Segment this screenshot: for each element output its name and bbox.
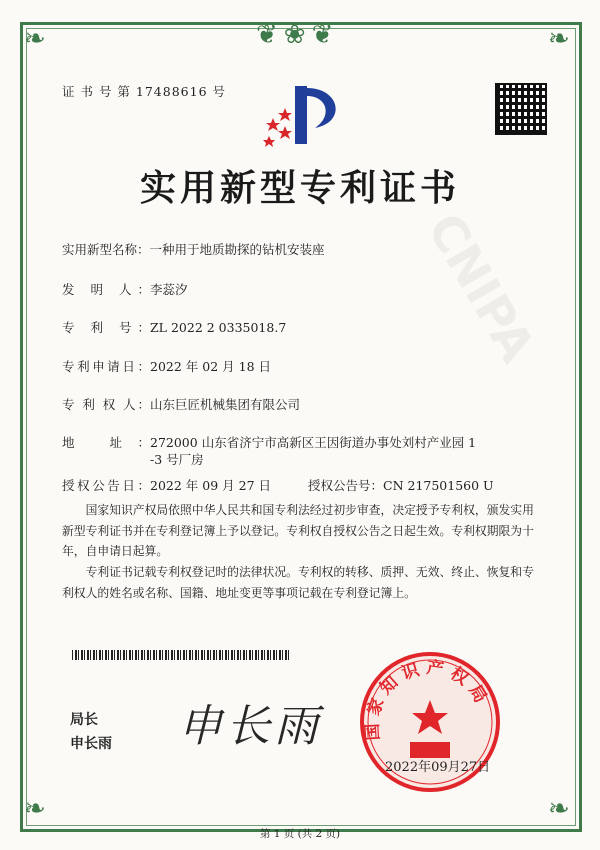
paragraph: 专利证书记载专利权登记时的法律状况。专利权的转移、质押、无效、终止、恢复和专利权人的姓名或名称、国籍、地址变更等事项记载在专利登记簿上。	[62, 565, 534, 600]
page-title: 实用新型专利证书	[139, 167, 460, 209]
field-label: 实用新型名称：	[62, 242, 150, 257]
field-patent-number	[62, 318, 286, 336]
field-label: 专利申请日：	[62, 359, 150, 374]
certificate-number: 证 书 号 第 17488616 号	[62, 84, 226, 99]
field-label: 地 址：	[62, 435, 150, 450]
director-title: 局长	[70, 712, 98, 728]
director-name: 申长雨	[70, 736, 112, 752]
field-value: 山东巨匠机械集团有限公司	[150, 397, 301, 412]
field-value: 272000 山东省济宁市高新区王因街道办事处刘村产业园 1	[150, 435, 477, 450]
director-block	[70, 708, 112, 756]
watermark: CNIPA	[416, 204, 546, 372]
field-label: 专 利 号：	[62, 320, 150, 335]
field-application-date	[62, 357, 271, 375]
field-label: 授权公告号：	[308, 478, 384, 493]
field-value-cont: -3 号厂房	[150, 452, 204, 467]
field-label: 授权公告日：	[62, 478, 150, 493]
signature: 申长雨	[178, 701, 322, 752]
field-value: 李蕊汐	[150, 282, 188, 297]
field-patentee	[62, 395, 300, 413]
field-label: 专 利 权 人：	[62, 397, 150, 412]
certificate-text	[62, 500, 540, 604]
field-value: 2022 年 09 月 27 日	[150, 478, 271, 493]
barcode	[72, 650, 290, 660]
field-address	[62, 434, 476, 468]
corner-ornament-icon: ❧	[24, 24, 46, 54]
field-value: ZL 2022 2 0335018.7	[150, 320, 287, 335]
cnipa-logo-icon	[255, 82, 350, 150]
field-value: 一种用于地质勘探的钻机安装座	[149, 242, 325, 257]
field-label: 发 明 人：	[62, 282, 150, 297]
field-value: 2022 年 02 月 18 日	[150, 359, 271, 374]
corner-ornament-icon: ❧	[548, 794, 570, 824]
field-value: CN 217501560 U	[383, 478, 494, 493]
field-utility-model-name	[62, 240, 325, 258]
seal-text: 国家知识产权局	[362, 657, 494, 742]
top-ornament-icon: ❦❀❦	[256, 20, 340, 50]
paragraph: 国家知识产权局依照中华人民共和国专利法经过初步审查，决定授予专利权，颁发实用新型专利证书并在专利登记簿上予以登记。专利权自授权公告之日起生效。专利权期限为十年，自申请日起算。	[62, 503, 534, 559]
field-grant-date	[62, 476, 494, 494]
corner-ornament-icon: ❧	[24, 794, 46, 824]
page-footer: 第 1 页 (共 2 页)	[259, 828, 341, 840]
field-inventor	[62, 280, 188, 298]
seal-date: 2022年09月27日	[385, 760, 491, 775]
qr-code	[497, 85, 545, 133]
corner-ornament-icon: ❧	[548, 24, 570, 54]
